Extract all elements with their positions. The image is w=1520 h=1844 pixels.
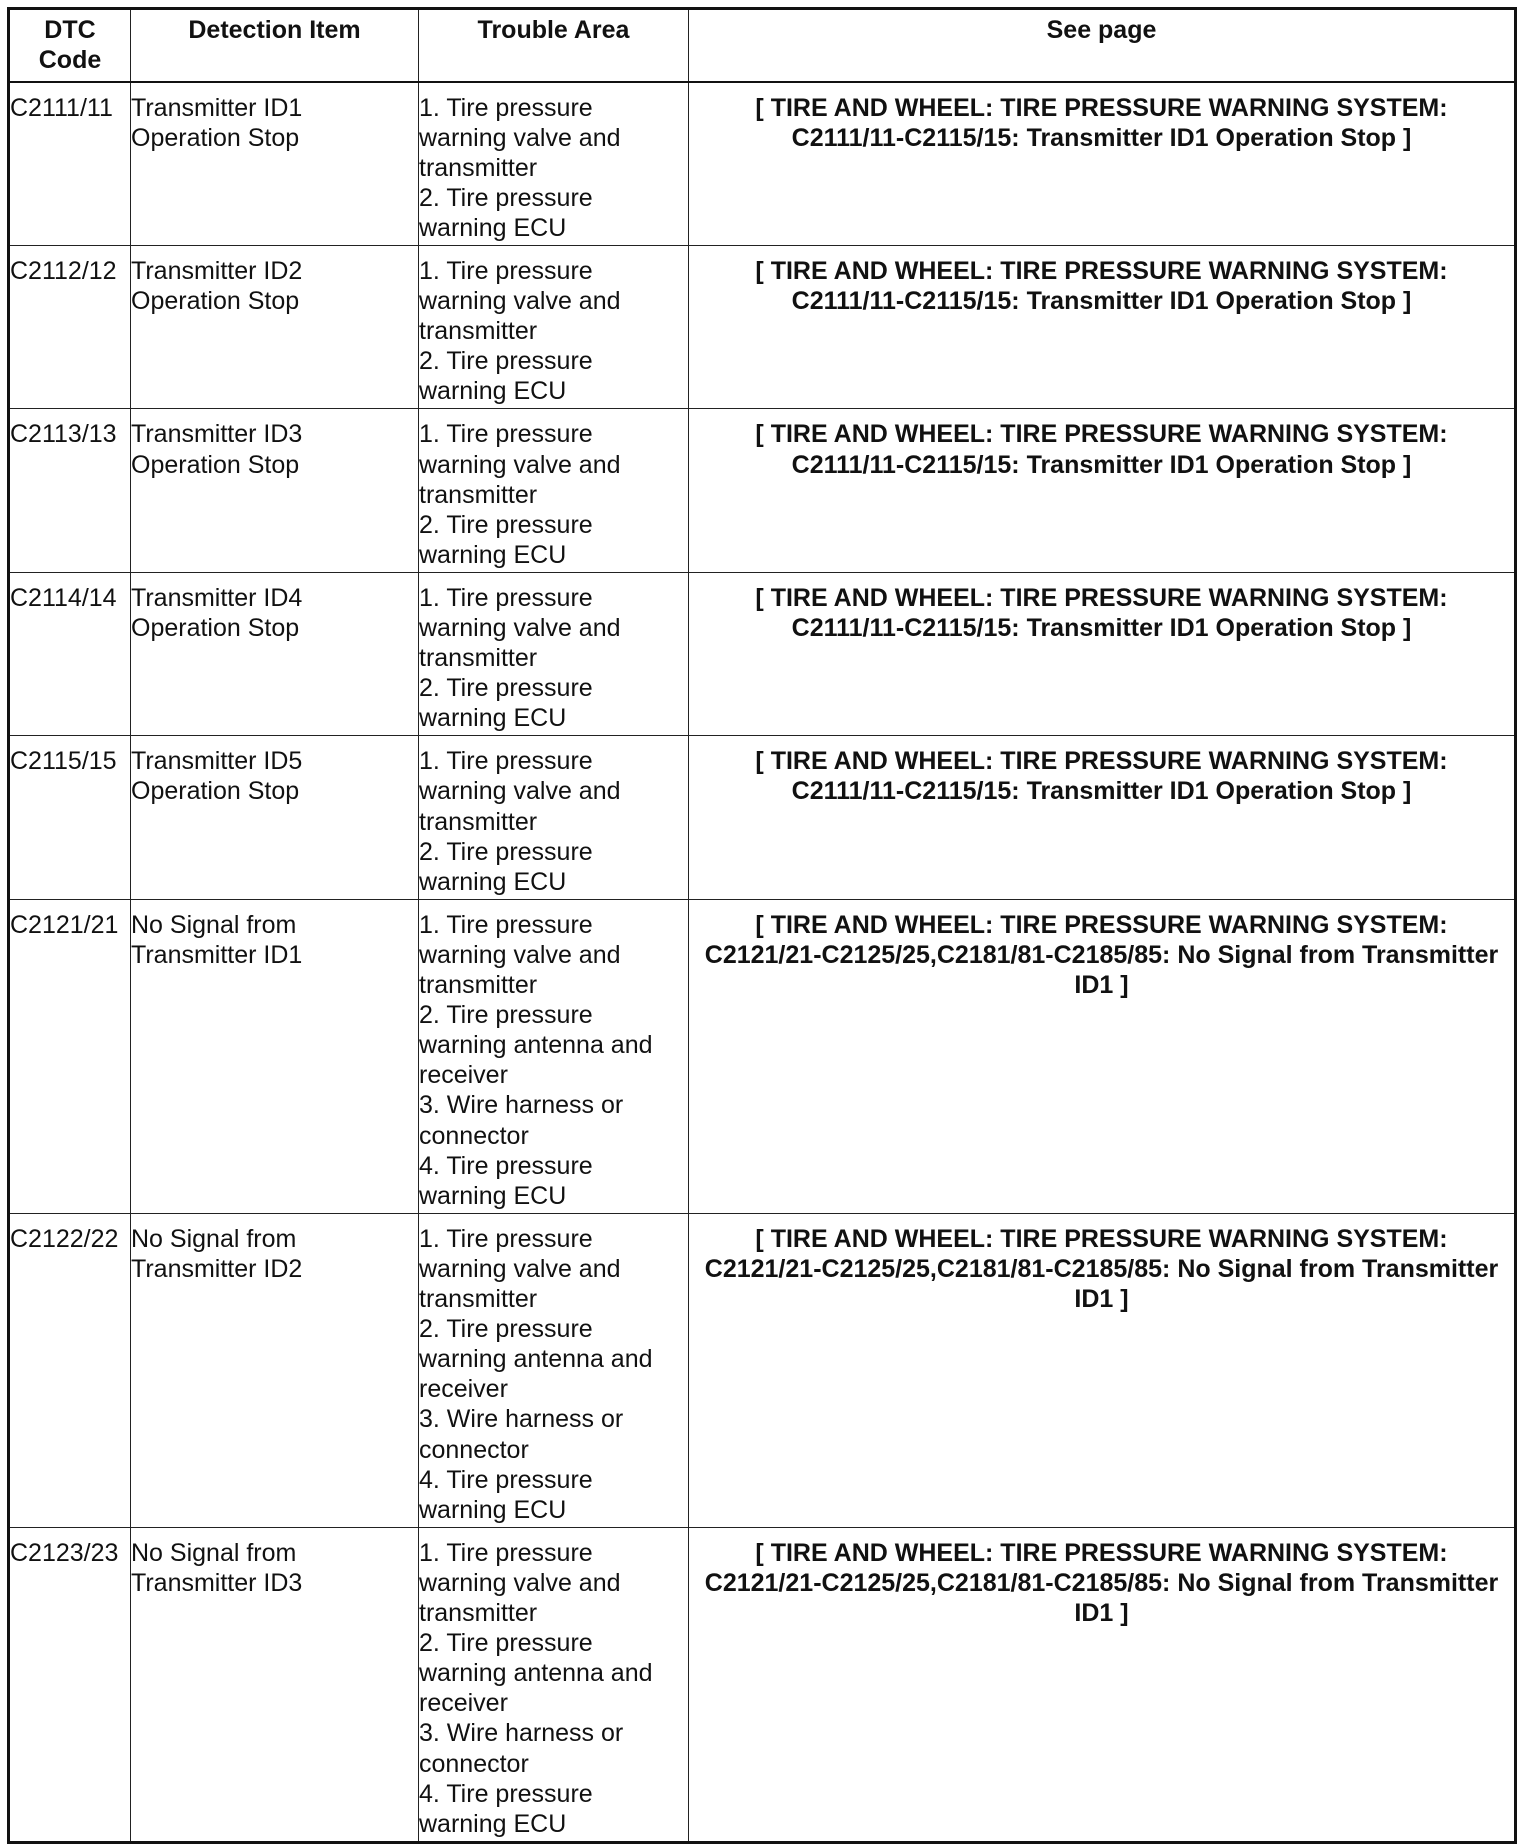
trouble-area-cell: 1. Tire pressure warning valve and transmitter 2. Tire pressure warning antenna and receiver 3. Wire harness or connector 4. Tire pressure warning ECU — [419, 1213, 689, 1527]
table-row — [9, 572, 1516, 735]
table-row — [9, 1527, 1516, 1842]
header-see-page: See page — [689, 9, 1516, 82]
detection-item-cell: No Signal from Transmitter ID3 — [131, 1527, 419, 1842]
trouble-area-cell: 1. Tire pressure warning valve and transmitter 2. Tire pressure warning ECU — [419, 736, 689, 899]
detection-item-cell: No Signal from Transmitter ID1 — [131, 899, 419, 1213]
dtc-code-cell: C2114/14 — [9, 572, 131, 735]
header-dtc-code: DTC Code — [9, 9, 131, 82]
dtc-code-cell: C2111/11 — [9, 82, 131, 246]
header-trouble-area: Trouble Area — [419, 9, 689, 82]
table-row — [9, 82, 1516, 246]
table-body — [9, 82, 1516, 1843]
detection-item-cell: Transmitter ID3 Operation Stop — [131, 409, 419, 572]
dtc-code-cell: C2123/23 — [9, 1527, 131, 1842]
trouble-area-cell: 1. Tire pressure warning valve and transmitter 2. Tire pressure warning ECU — [419, 82, 689, 246]
see-page-link[interactable]: [ TIRE AND WHEEL: TIRE PRESSURE WARNING SYSTEM: C2121/21-C2125/25,C2181/81-C2185/85: No Signal from Transmitter ID1 ] — [689, 1527, 1516, 1842]
see-page-link[interactable]: [ TIRE AND WHEEL: TIRE PRESSURE WARNING SYSTEM: C2111/11-C2115/15: Transmitter ID1 Operation Stop ] — [689, 409, 1516, 572]
trouble-area-cell: 1. Tire pressure warning valve and transmitter 2. Tire pressure warning ECU — [419, 245, 689, 408]
table-row — [9, 409, 1516, 572]
detection-item-cell: Transmitter ID2 Operation Stop — [131, 245, 419, 408]
detection-item-cell: Transmitter ID5 Operation Stop — [131, 736, 419, 899]
see-page-link[interactable]: [ TIRE AND WHEEL: TIRE PRESSURE WARNING SYSTEM: C2111/11-C2115/15: Transmitter ID1 Operation Stop ] — [689, 245, 1516, 408]
dtc-code-cell: C2122/22 — [9, 1213, 131, 1527]
dtc-code-cell: C2121/21 — [9, 899, 131, 1213]
table-header — [9, 9, 1516, 82]
see-page-link[interactable]: [ TIRE AND WHEEL: TIRE PRESSURE WARNING SYSTEM: C2111/11-C2115/15: Transmitter ID1 Operation Stop ] — [689, 82, 1516, 246]
trouble-area-cell: 1. Tire pressure warning valve and transmitter 2. Tire pressure warning ECU — [419, 572, 689, 735]
see-page-link[interactable]: [ TIRE AND WHEEL: TIRE PRESSURE WARNING SYSTEM: C2111/11-C2115/15: Transmitter ID1 Operation Stop ] — [689, 736, 1516, 899]
trouble-area-cell: 1. Tire pressure warning valve and transmitter 2. Tire pressure warning ECU — [419, 409, 689, 572]
header-detection-item: Detection Item — [131, 9, 419, 82]
table-row — [9, 245, 1516, 408]
dtc-code-cell: C2112/12 — [9, 245, 131, 408]
dtc-table — [7, 7, 1517, 1844]
detection-item-cell: No Signal from Transmitter ID2 — [131, 1213, 419, 1527]
detection-item-cell: Transmitter ID1 Operation Stop — [131, 82, 419, 246]
trouble-area-cell: 1. Tire pressure warning valve and transmitter 2. Tire pressure warning antenna and receiver 3. Wire harness or connector 4. Tire pressure warning ECU — [419, 899, 689, 1213]
see-page-link[interactable]: [ TIRE AND WHEEL: TIRE PRESSURE WARNING SYSTEM: C2111/11-C2115/15: Transmitter ID1 Operation Stop ] — [689, 572, 1516, 735]
detection-item-cell: Transmitter ID4 Operation Stop — [131, 572, 419, 735]
header-row — [9, 9, 1516, 82]
dtc-code-cell: C2115/15 — [9, 736, 131, 899]
see-page-link[interactable]: [ TIRE AND WHEEL: TIRE PRESSURE WARNING SYSTEM: C2121/21-C2125/25,C2181/81-C2185/85: No Signal from Transmitter ID1 ] — [689, 899, 1516, 1213]
trouble-area-cell: 1. Tire pressure warning valve and transmitter 2. Tire pressure warning antenna and receiver 3. Wire harness or connector 4. Tire pressure warning ECU — [419, 1527, 689, 1842]
table-row — [9, 1213, 1516, 1527]
see-page-link[interactable]: [ TIRE AND WHEEL: TIRE PRESSURE WARNING SYSTEM: C2121/21-C2125/25,C2181/81-C2185/85: No Signal from Transmitter ID1 ] — [689, 1213, 1516, 1527]
table-row — [9, 736, 1516, 899]
table-row — [9, 899, 1516, 1213]
dtc-code-cell: C2113/13 — [9, 409, 131, 572]
